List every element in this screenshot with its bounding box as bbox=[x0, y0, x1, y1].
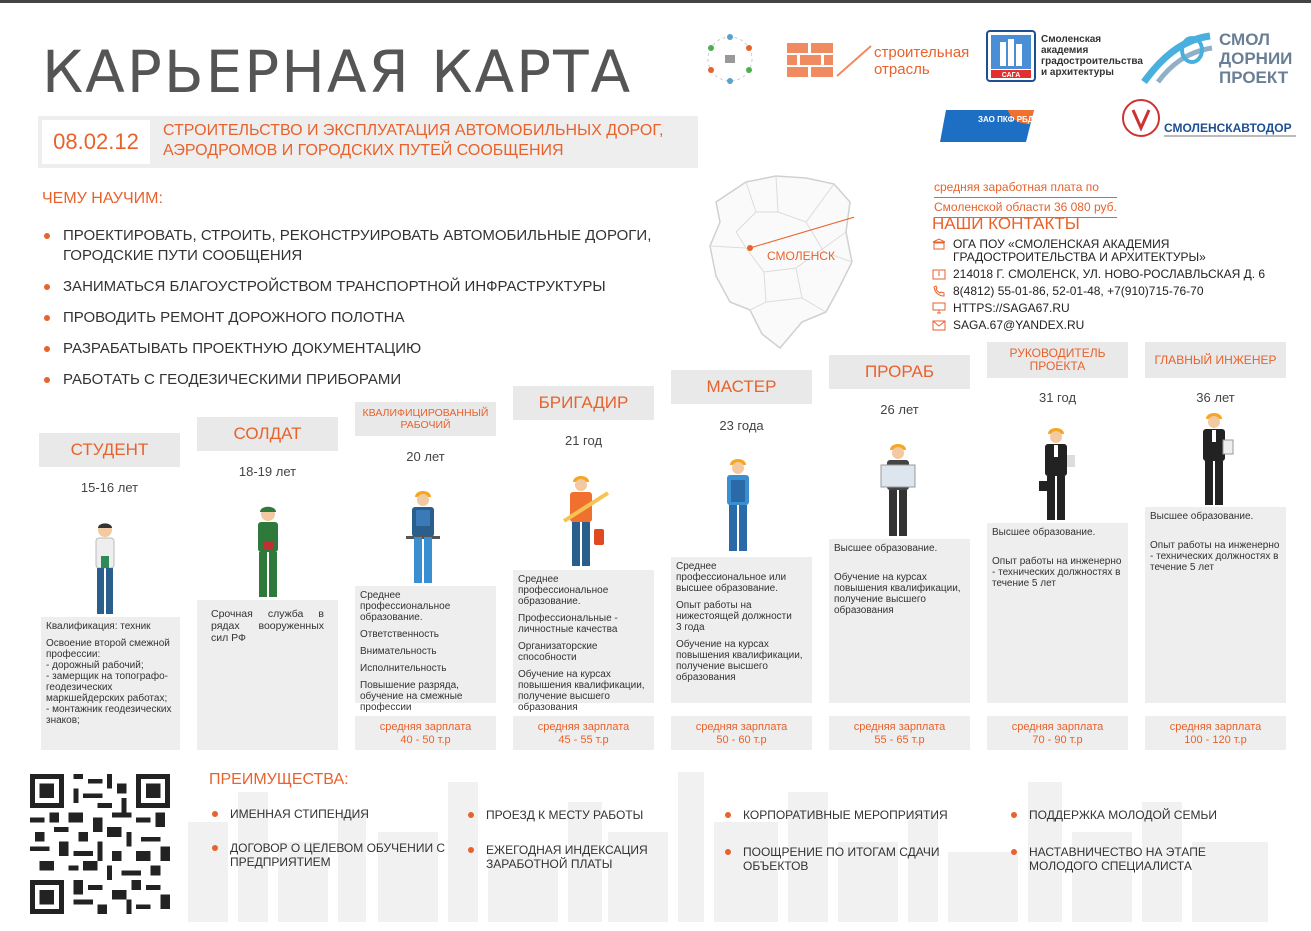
career-desc-line: Обучение на курсах повышения квалификации, получение высшего образования bbox=[518, 669, 645, 713]
brick-icon bbox=[787, 43, 833, 77]
advantage-item: ИМЕННАЯ СТИПЕНДИЯ bbox=[210, 807, 450, 821]
salary-value: 50 - 60 т.р bbox=[716, 734, 767, 746]
foreman-figure-icon bbox=[560, 473, 610, 569]
top-rule bbox=[0, 0, 1311, 3]
contact-address: 214018 Г. СМОЛЕНСК, УЛ. НОВО-РОСЛАВЛЬСКАЯ Д. 6 bbox=[932, 268, 1302, 281]
career-step-age: 21 год bbox=[564, 433, 603, 448]
career-desc-line: Внимательность bbox=[360, 646, 437, 657]
contacts-heading: НАШИ КОНТАКТЫ bbox=[932, 214, 1080, 233]
career-desc-line: Организаторские способности bbox=[518, 641, 598, 663]
contact-org: ОГА ПОУ «СМОЛЕНСКАЯ АКАДЕМИЯ ГРАДОСТРОИТЕЛЬСТВА И АРХИТЕКТУРЫ» bbox=[932, 238, 1302, 264]
career-desc-line: Высшее образование. bbox=[1150, 511, 1254, 522]
specialty-code: 08.02.12 bbox=[42, 120, 150, 164]
career-step-age: 15-16 лет bbox=[80, 480, 139, 495]
career-step-title: БРИГАДИР bbox=[513, 386, 654, 420]
learn-item: ПРОВОДИТЬ РЕМОНТ ДОРОЖНОГО ПОЛОТНА bbox=[42, 308, 662, 328]
career-step-title: СОЛДАТ bbox=[197, 417, 338, 451]
career-step-title: ПРОРАБ bbox=[829, 355, 970, 389]
career-step-desc bbox=[987, 523, 1128, 703]
contact-email[interactable]: SAGA.67@YANDEX.RU bbox=[932, 319, 1302, 332]
svg-text:САГА: САГА bbox=[1001, 72, 1021, 79]
career-step-desc bbox=[671, 557, 812, 703]
smolenskavtodor-logo-text: СМОЛЕНСКАВТОДОР bbox=[1164, 121, 1292, 135]
learn-item: РАЗРАБАТЫВАТЬ ПРОЕКТНУЮ ДОКУМЕНТАЦИЮ bbox=[42, 339, 662, 359]
student-figure-icon bbox=[84, 522, 126, 618]
smolenskavtodor-emblem-icon bbox=[1118, 96, 1164, 140]
career-desc-line: Квалификация: техник bbox=[46, 621, 151, 632]
career-desc-line: Среднее профессиональное образование. bbox=[360, 590, 451, 623]
career-desc-line: Высшее образование. bbox=[834, 543, 938, 554]
career-step-title: ГЛАВНЫЙ ИНЖЕНЕР bbox=[1145, 342, 1286, 378]
career-step-age: 36 лет bbox=[1196, 390, 1235, 405]
monitor-icon bbox=[932, 302, 946, 314]
career-step-desc bbox=[829, 539, 970, 703]
salary-label: средняя зарплата bbox=[1169, 721, 1262, 733]
region-salary-note bbox=[934, 178, 1117, 218]
phone-icon bbox=[932, 285, 946, 297]
project-manager-figure-icon bbox=[1035, 425, 1077, 523]
career-desc-line: Освоение второй смежной профессии: - дорожный рабочий; - замерщик на топографо-геодезических маркшейдерских работах; - монтажник геодезических знаков; bbox=[46, 638, 172, 726]
master-figure-icon bbox=[717, 456, 759, 554]
worker-figure-icon bbox=[402, 488, 444, 586]
career-step-salary bbox=[987, 716, 1128, 750]
career-desc-line: Опыт работы на нижестоящей должности 3 года bbox=[676, 600, 792, 633]
map-city-label: СМОЛЕНСК bbox=[767, 249, 835, 263]
advantage-item: НАСТАВНИЧЕСТВО НА ЭТАПЕ МОЛОДОГО СПЕЦИАЛИСТА bbox=[1009, 845, 1269, 873]
contacts-list bbox=[932, 238, 1302, 336]
region-salary-line: Смоленской области 36 080 руб. bbox=[934, 198, 1117, 218]
advantage-item: КОРПОРАТИВНЫЕ МЕРОПРИЯТИЯ bbox=[723, 808, 983, 822]
career-step-title: КВАЛИФИЦИРОВАННЫЙ РАБОЧИЙ bbox=[355, 402, 496, 436]
advantage-item: ЕЖЕГОДНАЯ ИНДЕКСАЦИЯ ЗАРАБОТНОЙ ПЛАТЫ bbox=[466, 843, 686, 871]
chief-engineer-figure-icon bbox=[1193, 410, 1235, 508]
salary-label: средняя зарплата bbox=[1011, 721, 1104, 733]
industry-label: строительная отрасль bbox=[874, 44, 970, 78]
salary-value: 40 - 50 т.р bbox=[400, 734, 451, 746]
salary-label: средняя зарплата bbox=[379, 721, 472, 733]
salary-label: средняя зарплата bbox=[537, 721, 630, 733]
advantage-item: ПОДДЕРЖКА МОЛОДОЙ СЕМЬИ bbox=[1009, 808, 1269, 822]
career-desc-line: Обучение на курсах повышения квалификации, получение высшего образования bbox=[834, 572, 961, 616]
career-step-age: 18-19 лет bbox=[238, 464, 297, 479]
career-desc-line: Профессиональные - личностные качества bbox=[518, 613, 618, 635]
salary-value: 55 - 65 т.р bbox=[874, 734, 925, 746]
map-pin-icon bbox=[932, 268, 946, 280]
smoldorniiproekt-logo-icon bbox=[1140, 30, 1218, 86]
career-desc-line: Среднее профессиональное или высшее образование. bbox=[676, 561, 787, 594]
career-step-age: 23 года bbox=[719, 418, 764, 433]
career-step-desc bbox=[197, 600, 338, 750]
career-step-desc bbox=[513, 570, 654, 713]
advantage-item: ДОГОВОР О ЦЕЛЕВОМ ОБУЧЕНИИ С ПРЕДПРИЯТИЕМ bbox=[210, 841, 450, 869]
career-step-salary bbox=[355, 716, 496, 750]
career-step-salary bbox=[671, 716, 812, 750]
salary-value: 45 - 55 т.р bbox=[558, 734, 609, 746]
advantage-item: ПРОЕЗД К МЕСТУ РАБОТЫ bbox=[466, 808, 716, 822]
career-step-title: СТУДЕНТ bbox=[39, 433, 180, 467]
career-step-title: МАСТЕР bbox=[671, 370, 812, 404]
career-step-title: РУКОВОДИТЕЛЬ ПРОЕКТА bbox=[987, 342, 1128, 378]
career-step-age: 20 лет bbox=[406, 449, 445, 464]
career-step-salary bbox=[829, 716, 970, 750]
advantages-heading: ПРЕИМУЩЕСТВА: bbox=[209, 771, 349, 788]
career-desc-line: Обучение на курсах повышения квалификации, получение высшего образования bbox=[676, 639, 803, 683]
learn-item: ПРОЕКТИРОВАТЬ, СТРОИТЬ, РЕКОНСТРУИРОВАТЬ АВТОМОБИЛЬНЫЕ ДОРОГИ, ГОРОДСКИЕ ПУТИ СООБЩЕНИЯ bbox=[42, 226, 662, 266]
professionalitet-logo-icon bbox=[697, 26, 763, 92]
saga-logo-text: Смоленская академия градостроительства и архитектуры bbox=[1041, 34, 1143, 78]
career-desc-line: Повышение разряда, обучение на смежные профессии bbox=[360, 680, 463, 713]
career-desc-line: Исполнительность bbox=[360, 663, 447, 674]
qr-code[interactable] bbox=[30, 774, 170, 914]
salary-value: 100 - 120 т.р bbox=[1184, 734, 1247, 746]
building-icon bbox=[932, 238, 946, 250]
career-step-age: 31 год bbox=[1038, 390, 1077, 405]
smoldorniiproekt-logo-text: СМОЛ ДОРНИИ ПРОЕКТ bbox=[1219, 30, 1293, 87]
contact-phone[interactable]: 8(4812) 55-01-86, 52-01-48, +7(910)715-76-70 bbox=[932, 285, 1302, 298]
saga-logo-icon bbox=[986, 30, 1036, 82]
salary-label: средняя зарплата bbox=[853, 721, 946, 733]
advantage-item: ПООЩРЕНИЕ ПО ИТОГАМ СДАЧИ ОБЪЕКТОВ bbox=[723, 845, 963, 873]
career-desc-line: Срочная служба в рядах вооруженных сил РФ bbox=[211, 608, 324, 644]
salary-label: средняя зарплата bbox=[695, 721, 788, 733]
career-desc-line: Опыт работы на инженерно - технических должностях в течение 5 лет bbox=[1150, 540, 1280, 573]
rbds-logo-icon bbox=[938, 102, 1040, 150]
career-desc-line: Высшее образование. bbox=[992, 527, 1096, 538]
career-step-desc bbox=[1145, 507, 1286, 703]
career-step-desc bbox=[41, 617, 180, 750]
career-step-salary bbox=[1145, 716, 1286, 750]
rbds-logo-label: ЗАО ПКФ РБДС bbox=[978, 115, 1040, 124]
mail-icon bbox=[932, 319, 946, 331]
career-desc-line: Среднее профессиональное образование. bbox=[518, 574, 609, 607]
learn-list bbox=[42, 226, 662, 401]
smolenskavtodor-subline bbox=[1164, 135, 1296, 137]
salary-value: 70 - 90 т.р bbox=[1032, 734, 1083, 746]
soldier-figure-icon bbox=[247, 505, 289, 601]
learn-item: ЗАНИМАТЬСЯ БЛАГОУСТРОЙСТВОМ ТРАНСПОРТНОЙ ИНФРАСТРУКТУРЫ bbox=[42, 277, 662, 297]
page-title: КАРЬЕРНАЯ КАРТА bbox=[42, 38, 633, 106]
career-step-desc bbox=[355, 586, 496, 713]
divider-slash bbox=[835, 44, 873, 78]
specialty-name: СТРОИТЕЛЬСТВО И ЭКСПЛУАТАЦИЯ АВТОМОБИЛЬНЫХ ДОРОГ, АЭРОДРОМОВ И ГОРОДСКИХ ПУТЕЙ СООБЩЕНИЯ bbox=[163, 122, 664, 159]
region-salary-line: средняя заработная плата по bbox=[934, 178, 1117, 198]
career-step-age: 26 лет bbox=[880, 402, 919, 417]
learn-item: РАБОТАТЬ С ГЕОДЕЗИЧЕСКИМИ ПРИБОРАМИ bbox=[42, 370, 662, 390]
career-desc-line: Ответственность bbox=[360, 629, 439, 640]
site-manager-figure-icon bbox=[877, 441, 919, 539]
contact-site[interactable]: HTTPS://SAGA67.RU bbox=[932, 302, 1302, 315]
learn-heading: ЧЕМУ НАУЧИМ: bbox=[42, 190, 163, 207]
career-desc-line: Опыт работы на инженерно - технических должностях в течение 5 лет bbox=[992, 556, 1122, 589]
career-step-salary bbox=[513, 716, 654, 750]
